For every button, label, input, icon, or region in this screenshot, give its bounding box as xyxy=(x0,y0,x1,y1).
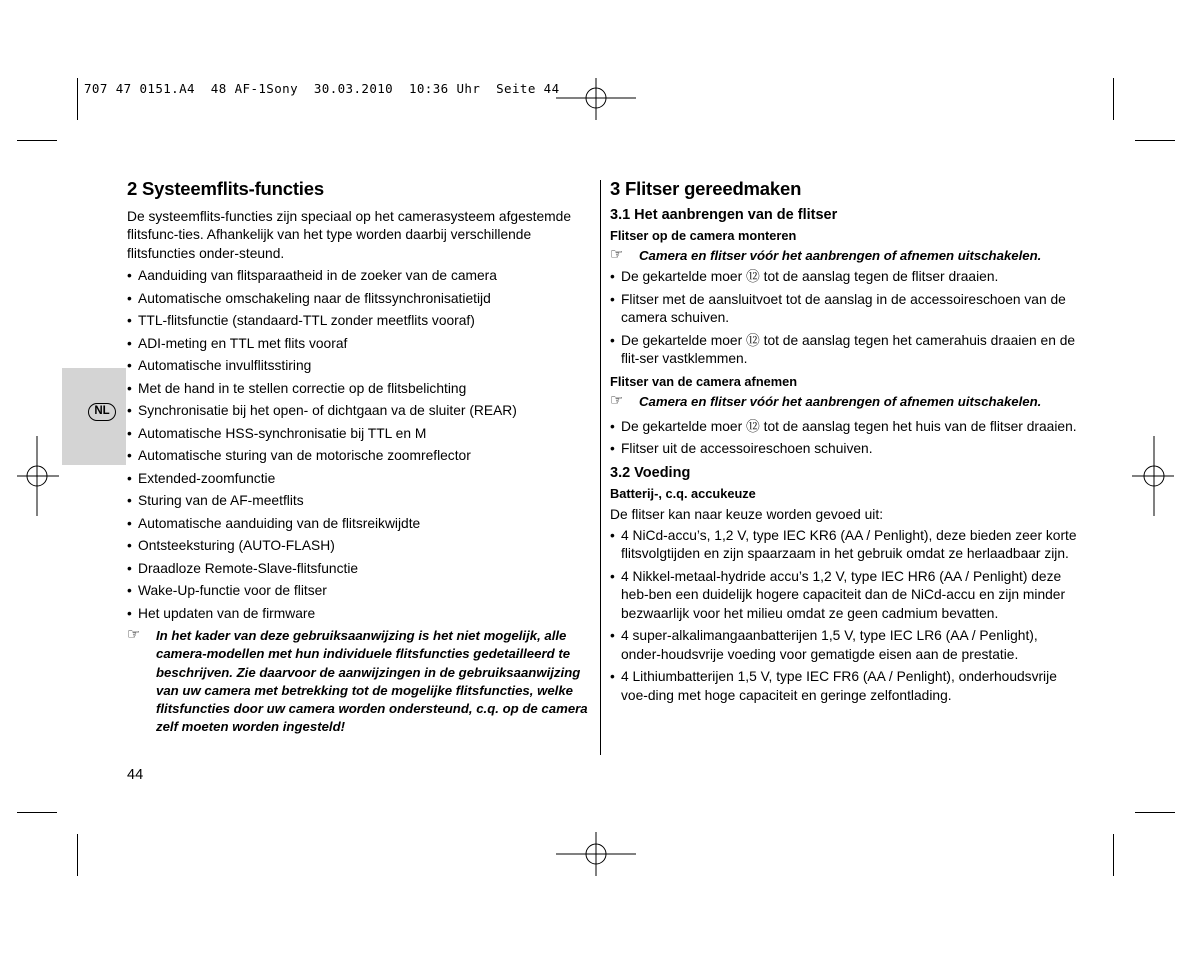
list-item-text: 4 NiCd-accu’s, 1,2 V, type IEC KR6 (AA / Penlight), deze bieden zeer korte flitsvolgtijden en zijn spaarzaam in het gebruik omdat ze herlaadbaar zijn. xyxy=(621,528,1077,562)
pointing-hand-icon: ☞ xyxy=(610,391,624,409)
list-item-text: De gekartelde moer ⑫ tot de aanslag tegen het huis van de flitser draaien. xyxy=(621,418,1077,434)
feature-list xyxy=(127,267,589,623)
list-item xyxy=(127,605,589,623)
bullet-icon: • xyxy=(127,403,132,419)
list-item xyxy=(610,568,1080,623)
list-item xyxy=(127,582,589,600)
page-number: 44 xyxy=(127,767,144,783)
list-item-text: Wake-Up-functie voor de flitser xyxy=(138,583,327,599)
list-item xyxy=(610,440,1080,458)
registration-mark-bottom-icon xyxy=(556,814,636,894)
pointing-hand-icon: ☞ xyxy=(610,246,624,263)
list-item-text: TTL-flitsfunctie (standaard-TTL zonder meetflits vooraf) xyxy=(138,313,475,329)
list-item xyxy=(610,527,1080,564)
list-item-text: 4 Nikkel-metaal-hydride accu’s 1,2 V, type IEC HR6 (AA / Penlight) deze heb-ben een duidelijk hogere capaciteit dan de NiCd-accu en zijn minder bezwaarlijk voor het milieu omdat ze geen cadmium bevatten. xyxy=(621,568,1066,621)
list-item-text: Extended-zoomfunctie xyxy=(138,470,276,486)
list-item-text: 4 Lithiumbatterijen 1,5 V, type IEC FR6 (AA / Penlight), onderhoudsvrije voe-ding met hoge capaciteit en geringe zelfontlading. xyxy=(621,669,1057,703)
list-item-text: Het updaten van de firmware xyxy=(138,605,316,621)
bullet-icon: • xyxy=(127,425,132,441)
list-item xyxy=(127,537,589,555)
bullet-icon: • xyxy=(127,268,132,284)
note xyxy=(127,627,589,736)
pointing-hand-icon: ☞ xyxy=(127,626,141,644)
list-item-text: Draadloze Remote-Slave-flitsfunctie xyxy=(138,560,359,576)
note xyxy=(610,393,1080,411)
list-item-text: ADI-meting en TTL met flits vooraf xyxy=(138,335,348,351)
list-item xyxy=(610,291,1080,328)
bullet-icon: • xyxy=(127,515,132,531)
list-item xyxy=(610,668,1080,705)
section-intro: De flitser kan naar keuze worden gevoed uit: xyxy=(610,506,884,522)
bullet-icon: • xyxy=(127,583,132,599)
list-item xyxy=(610,268,1080,286)
list-item-text: Automatische sturing van de motorische zoomreflector xyxy=(138,448,471,464)
bullet-icon: • xyxy=(127,313,132,329)
note xyxy=(610,247,1080,265)
bullet-icon: • xyxy=(610,441,615,457)
list-item xyxy=(127,560,589,578)
section-heading: 2 Systeemflits-functies xyxy=(127,178,324,199)
bullet-icon: • xyxy=(610,291,615,307)
minor-heading: Batterij-, c.q. accukeuze xyxy=(610,485,756,501)
bullet-icon: • xyxy=(127,358,132,374)
instruction-list xyxy=(610,268,1080,368)
minor-heading: Flitser van de camera afnemen xyxy=(610,373,798,389)
list-item-text: Automatische omschakeling naar de flitssynchronisatietijd xyxy=(138,290,491,306)
registration-mark-right-icon xyxy=(1114,436,1194,516)
bullet-icon: • xyxy=(127,380,132,396)
subsection-title: 3.2 Voeding xyxy=(610,464,691,481)
right-column xyxy=(610,176,1080,709)
list-item xyxy=(127,335,589,353)
bullet-icon: • xyxy=(610,628,615,644)
bullet-icon: • xyxy=(127,470,132,486)
list-item-text: Ontsteeksturing (AUTO-FLASH) xyxy=(138,538,335,554)
list-item-text: Flitser uit de accessoireschoen schuiven. xyxy=(621,441,873,457)
crop-mark xyxy=(1113,834,1114,876)
note-text: Camera en flitser vóór het aanbrengen of afnemen uitschakelen. xyxy=(639,248,1042,263)
list-item xyxy=(127,402,589,420)
language-badge: NL xyxy=(88,403,116,421)
list-item xyxy=(610,627,1080,664)
crop-mark xyxy=(77,834,78,876)
bullet-icon: • xyxy=(610,332,615,348)
list-item xyxy=(127,290,589,308)
bullet-icon: • xyxy=(127,560,132,576)
minor-heading: Flitser op de camera monteren xyxy=(610,228,797,243)
list-item-text: 4 super-alkalimangaanbatterijen 1,5 V, type IEC LR6 (AA / Penlight), onder-houdsvrije voeding voor gematigde eisen aan de prestatie. xyxy=(621,628,1038,662)
list-item xyxy=(127,492,589,510)
list-item xyxy=(127,312,589,330)
list-item xyxy=(127,380,589,398)
battery-list xyxy=(610,527,1080,705)
bullet-icon: • xyxy=(127,605,132,621)
list-item xyxy=(127,470,589,488)
list-item-text: Sturing van de AF-meetflits xyxy=(138,493,304,509)
list-item-text: De gekartelde moer ⑫ tot de aanslag tegen het camerahuis draaien en de flit-ser vastklemmen. xyxy=(621,332,1076,367)
list-item-text: Automatische HSS-synchronisatie bij TTL en M xyxy=(138,425,427,441)
note-text: Camera en flitser vóór het aanbrengen of afnemen uitschakelen. xyxy=(639,393,1042,409)
print-slug: 707 47 0151.A4 48 AF-1Sony 30.03.2010 10:36 Uhr Seite 44 xyxy=(84,81,560,96)
list-item-text: Synchronisatie bij het open- of dichtgaan va de sluiter (REAR) xyxy=(138,403,517,419)
bullet-icon: • xyxy=(127,448,132,464)
section-intro: De systeemflits-functies zijn speciaal op het camerasysteem afgestemde flitsfunc-ties. Afhankelijk van het type worden daarbij verschillende flitsfuncties onder-steund. xyxy=(127,209,571,261)
list-item xyxy=(127,267,589,285)
bullet-icon: • xyxy=(127,493,132,509)
bullet-icon: • xyxy=(127,290,132,306)
bullet-icon: • xyxy=(610,528,615,544)
list-item xyxy=(127,515,589,533)
section-heading: 3 Flitser gereedmaken xyxy=(610,178,802,199)
list-item xyxy=(127,357,589,375)
crop-mark xyxy=(77,78,78,120)
bullet-icon: • xyxy=(610,418,615,434)
left-column xyxy=(127,176,589,742)
list-item-text: Aanduiding van flitsparaatheid in de zoeker van de camera xyxy=(138,268,497,284)
list-item xyxy=(610,418,1080,436)
list-item-text: Met de hand in te stellen correctie op de flitsbelichting xyxy=(138,380,467,396)
bullet-icon: • xyxy=(127,538,132,554)
list-item xyxy=(127,447,589,465)
column-divider xyxy=(600,180,601,755)
crop-mark xyxy=(1113,78,1114,120)
crop-mark xyxy=(1135,140,1175,141)
crop-mark xyxy=(1135,812,1175,813)
bullet-icon: • xyxy=(127,335,132,351)
crop-mark xyxy=(17,140,57,141)
registration-mark-top-icon xyxy=(556,58,636,138)
list-item-text: Automatische invulflitsstiring xyxy=(138,358,312,374)
note-text: In het kader van deze gebruiksaanwijzing is het niet mogelijk, alle camera-modellen met hun individuele flitsfuncties gedetailleerd te beschrijven. Zie daarvoor de aanwijzingen in de gebruiksaanwijzing van uw camera met betrekking tot de mogelijke flitsfuncties, welke flitsfuncties door uw camera worden ondersteund, c.q. op de camera zelf moeten worden ingesteld! xyxy=(156,628,588,735)
subsection-title: 3.1 Het aanbrengen van de flitser xyxy=(610,207,838,223)
list-item-text: Flitser met de aansluitvoet tot de aanslag in de accessoireschoen van de camera schuiven. xyxy=(621,291,1066,326)
list-item-text: Automatische aanduiding van de flitsreikwijdte xyxy=(138,515,421,531)
bullet-icon: • xyxy=(610,269,615,285)
bullet-icon: • xyxy=(610,568,615,584)
bullet-icon: • xyxy=(610,669,615,685)
instruction-list xyxy=(610,418,1080,459)
list-item xyxy=(127,425,589,443)
list-item-text: De gekartelde moer ⑫ tot de aanslag tegen de flitser draaien. xyxy=(621,269,999,285)
list-item xyxy=(610,332,1080,369)
crop-mark xyxy=(17,812,57,813)
